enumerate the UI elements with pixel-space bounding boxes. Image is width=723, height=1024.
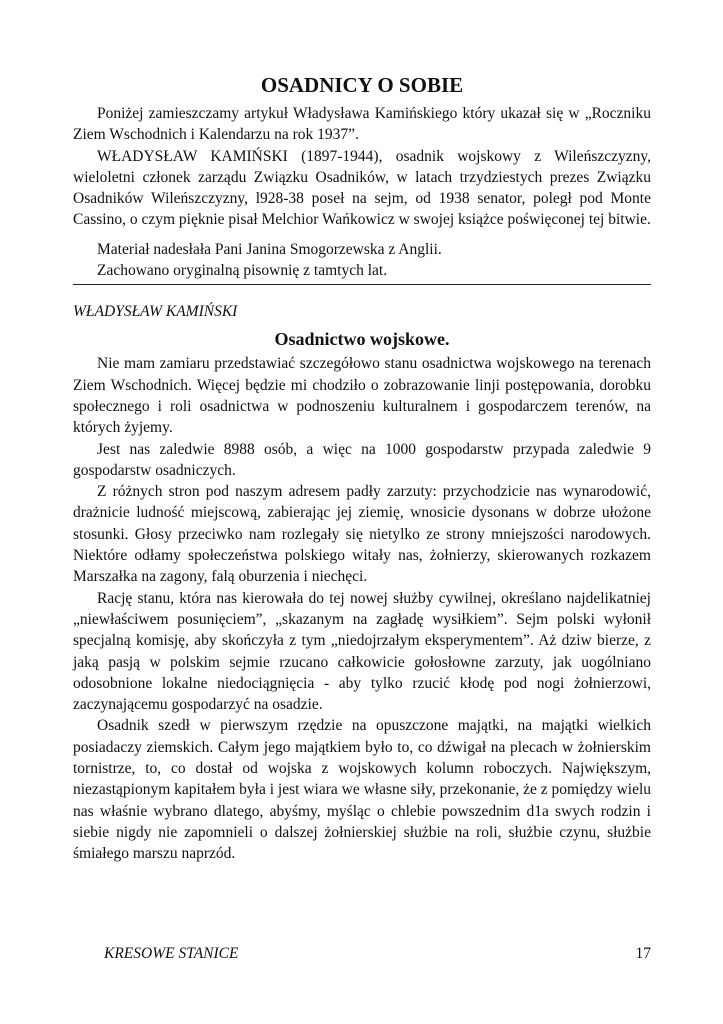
section-divider bbox=[73, 284, 651, 285]
article-title: Osadnictwo wojskowe. bbox=[274, 329, 450, 350]
source-note-line: Materiał nadesłała Pani Janina Smogorzewska z Anglii. bbox=[97, 240, 442, 258]
intro-paragraph: WŁADYSŁAW KAMIŃSKI (1897-1944), osadnik wojskowy z Wileńszczyzny, wieloletni członek zarządu Związku Osadników, w latach trzydziestych prezes Związku Osadników Wileńszczyzny, l928-38 poseł na sejm, od 1938 senator, poległ pod Monte Cassino, o czym pięknie pisał Melchior Wańkowicz w swojej książce poświęconej tej bitwie. bbox=[73, 147, 651, 229]
article-paragraph: Jest nas zaledwie 8988 osób, a więc na 1000 gospodarstw przypada zaledwie 9 gospodarstw osadniczych. bbox=[73, 440, 651, 479]
page-content bbox=[73, 72, 651, 865]
article-paragraph: Z różnych stron pod naszym adresem padły zarzuty: przychodzicie nas wynarodowić, drażnicie ludność miejscową, zabierając jej ziemię, wnosicie dysonans w dobrze ułożone stosunki. Głosy przeciwko nam rozlegały się nietylko ze strony mniejszości narodowych. Niektóre odłamy społeczeństwa polskiego witały nas, żołnierzy, skierowanych rozkazem Marszałka na zagony, falą oburzenia i niechęci. bbox=[73, 483, 651, 586]
intro-paragraph: Poniżej zamieszczamy artykuł Władysława Kamińskiego który ukazał się w „Roczniku Ziem Wschodnich i Kalendarzu na rok 1937”. bbox=[73, 105, 651, 144]
publication-name: KRESOWE STANICE bbox=[104, 945, 239, 962]
article-paragraph: Osadnik szedł w pierwszym rzędzie na opuszczone majątki, na majątki wielkich posiadaczy ziemskich. Całym jego majątkiem było to, co dźwigał na plecach w żołnierskim tornistrze, to, co dostał od wojska z wojskowych kolumn roboczych. Największym, niezastąpionym kapitałem była i jest wiara we własne siły, przekonanie, że z pomiędzy wielu nas właśnie wybrano dlatego, abyśmy, myśląc o chlebie powszednim d1a swych rodzin i siebie nigdy nie zapomnieli o dalszej żołnierskiej służbie na roli, służbie czynu, służbie śmiałego marszu naprzód. bbox=[73, 717, 651, 863]
article-paragraph: Nie mam zamiaru przedstawiać szczegółowo stanu osadnictwa wojskowego na terenach Ziem Wschodnich. Więcej będzie mi chodziło o zobrazowanie linji postępowania, dorobku społecznego i roli osadnictwa w podnoszeniu kulturalnem i gospodarczem terenów, na których żyjemy. bbox=[73, 355, 651, 437]
page-title: OSADNICY O SOBIE bbox=[260, 73, 464, 97]
article-paragraph: Rację stanu, która nas kierowała do tej nowej służby cywilnej, określano najdelikatniej „niewłaściwem posunięciem”, „skazanym na zagładę wysiłkiem”. Sejm polski wyłonił specjalną komisję, aby skończyła z tym „niedojrzałym eksperymentem”. Aż dziw bierze, z jaką pasją w polskim sejmie rzucano całkowicie gołosłowne zarzuty, jak uogólniano odosobnione lokalne niedociągnięcia - aby tylko rzucić kłodę pod nogi żołnierzowi, zaczynającemu gospodarzyć na osadzie. bbox=[73, 589, 651, 714]
page-number: 17 bbox=[635, 945, 651, 962]
source-note bbox=[73, 239, 651, 282]
source-note-line: Zachowano oryginalną pisownię z tamtych lat. bbox=[97, 262, 388, 280]
article-author: WŁADYSŁAW KAMIŃSKI bbox=[73, 303, 238, 321]
